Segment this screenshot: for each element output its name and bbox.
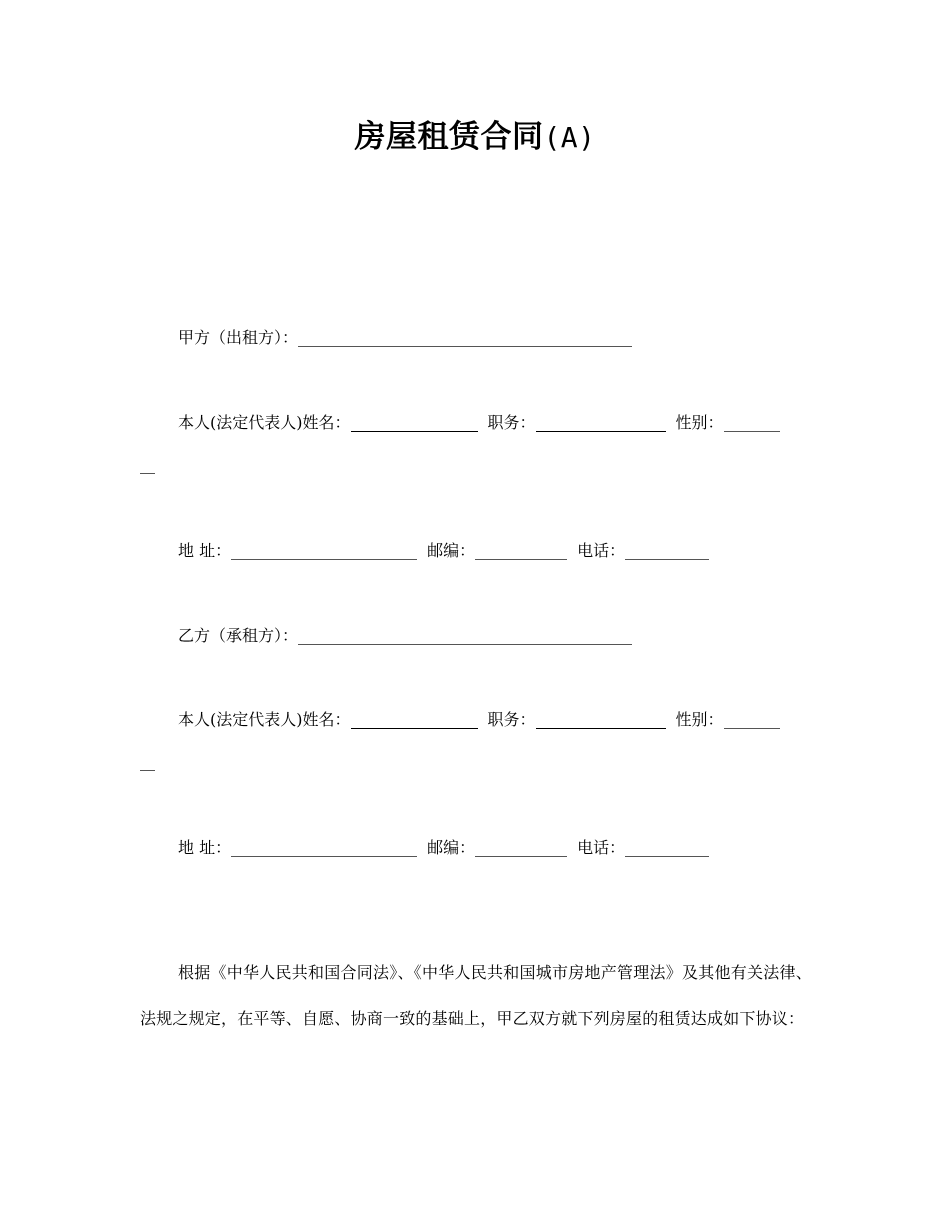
party-a-rep-name-blank[interactable] <box>351 417 478 432</box>
party-b-gender-label: 性别： <box>675 710 724 729</box>
title-suffix: (A) <box>543 121 596 154</box>
title-main: 房屋租赁合同 <box>354 119 544 155</box>
party-a-line <box>178 326 632 350</box>
party-a-position-label: 职务： <box>487 413 536 432</box>
party-b-postcode-label: 邮编： <box>427 838 476 857</box>
document-title <box>0 112 950 163</box>
preamble-paragraph: 根据《中华人民共和国合同法》、《中华人民共和国城市房地产管理法》及其他有关法律、法规之规定，在平等、自愿、协商一致的基础上，甲乙双方就下列房屋的租赁达成如下协议： <box>140 963 812 1028</box>
party-a-address-blank[interactable] <box>231 545 417 560</box>
party-a-gender-label: 性别： <box>675 413 724 432</box>
party-a-name-blank[interactable] <box>298 332 632 347</box>
party-a-gender-blank[interactable] <box>724 417 780 432</box>
party-b-gender-blank[interactable] <box>724 714 780 729</box>
party-b-rep-line <box>178 708 780 732</box>
party-b-rep-name-blank[interactable] <box>351 714 478 729</box>
party-b-address-label: 地 址： <box>178 838 232 857</box>
party-b-postcode-blank[interactable] <box>475 842 567 857</box>
party-b-rep-label: 本人(法定代表人)姓名： <box>178 710 351 729</box>
party-b-gender-blank-wrap <box>140 770 155 771</box>
party-a-phone-label: 电话： <box>577 541 626 560</box>
party-b-name-blank[interactable] <box>298 630 632 645</box>
party-b-phone-blank[interactable] <box>625 842 709 857</box>
party-a-address-line <box>178 539 709 563</box>
party-a-rep-label: 本人(法定代表人)姓名： <box>178 413 351 432</box>
party-b-address-line <box>178 836 709 860</box>
party-a-position-blank[interactable] <box>536 417 666 432</box>
party-a-postcode-blank[interactable] <box>475 545 567 560</box>
party-a-rep-line <box>178 411 780 435</box>
party-a-address-label: 地 址： <box>178 541 232 560</box>
party-b-phone-label: 电话： <box>577 838 626 857</box>
party-a-gender-blank-wrap <box>140 473 155 474</box>
party-b-label: 乙方（承租方）： <box>178 626 299 645</box>
party-a-postcode-label: 邮编： <box>427 541 476 560</box>
party-a-label: 甲方（出租方）： <box>178 328 299 347</box>
party-b-address-blank[interactable] <box>231 842 417 857</box>
party-b-position-blank[interactable] <box>536 714 666 729</box>
party-b-line <box>178 624 632 648</box>
party-a-phone-blank[interactable] <box>625 545 709 560</box>
party-b-position-label: 职务： <box>487 710 536 729</box>
